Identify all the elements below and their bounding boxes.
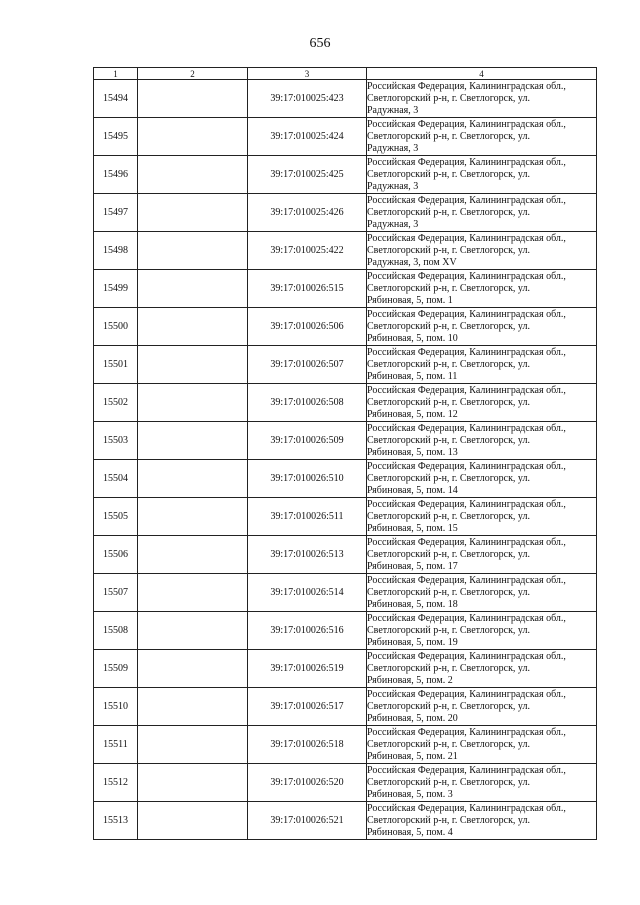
address-cell: Российская Федерация, Калининградская обл., Светлогорский р-н, г. Светлогорск, ул. Радужная, 3: [367, 118, 597, 156]
table-row: [94, 764, 597, 802]
address-cell: Российская Федерация, Калининградская обл., Светлогорский р-н, г. Светлогорск, ул. Рябиновая, 5, пом. 21: [367, 726, 597, 764]
table-row: [94, 574, 597, 612]
row-number-cell: 15500: [94, 308, 138, 346]
registry-table: [93, 67, 597, 840]
cadastral-number-cell: 39:17:010026:516: [248, 612, 367, 650]
cadastral-number-cell: 39:17:010026:517: [248, 688, 367, 726]
row-number-cell: 15499: [94, 270, 138, 308]
cadastral-number-cell: 39:17:010026:513: [248, 536, 367, 574]
row-number-cell: 15502: [94, 384, 138, 422]
row-number-cell: 15496: [94, 156, 138, 194]
row-number-cell: 15506: [94, 536, 138, 574]
address-cell: Российская Федерация, Калининградская обл., Светлогорский р-н, г. Светлогорск, ул. Рябиновая, 5, пом. 18: [367, 574, 597, 612]
row-number-cell: 15505: [94, 498, 138, 536]
empty-cell: [138, 118, 248, 156]
empty-cell: [138, 232, 248, 270]
row-number-cell: 15494: [94, 80, 138, 118]
table-row: [94, 422, 597, 460]
table-row: [94, 156, 597, 194]
empty-cell: [138, 346, 248, 384]
cadastral-number-cell: 39:17:010026:507: [248, 346, 367, 384]
address-cell: Российская Федерация, Калининградская обл., Светлогорский р-н, г. Светлогорск, ул. Радужная, 3: [367, 80, 597, 118]
address-cell: Российская Федерация, Калининградская обл., Светлогорский р-н, г. Светлогорск, ул. Рябиновая, 5, пом. 12: [367, 384, 597, 422]
row-number-cell: 15511: [94, 726, 138, 764]
table-row: [94, 232, 597, 270]
empty-cell: [138, 612, 248, 650]
cadastral-number-cell: 39:17:010026:510: [248, 460, 367, 498]
header-col-4: 4: [367, 68, 597, 80]
cadastral-number-cell: 39:17:010025:426: [248, 194, 367, 232]
address-cell: Российская Федерация, Калининградская обл., Светлогорский р-н, г. Светлогорск, ул. Рябиновая, 5, пом. 14: [367, 460, 597, 498]
empty-cell: [138, 802, 248, 840]
address-cell: Российская Федерация, Калининградская обл., Светлогорский р-н, г. Светлогорск, ул. Радужная, 3: [367, 156, 597, 194]
header-col-1: 1: [94, 68, 138, 80]
empty-cell: [138, 422, 248, 460]
table-header-row: [94, 68, 597, 80]
cadastral-number-cell: 39:17:010026:515: [248, 270, 367, 308]
empty-cell: [138, 194, 248, 232]
table-row: [94, 612, 597, 650]
row-number-cell: 15504: [94, 460, 138, 498]
row-number-cell: 15495: [94, 118, 138, 156]
table-row: [94, 308, 597, 346]
cadastral-number-cell: 39:17:010026:506: [248, 308, 367, 346]
row-number-cell: 15507: [94, 574, 138, 612]
empty-cell: [138, 688, 248, 726]
address-cell: Российская Федерация, Калининградская обл., Светлогорский р-н, г. Светлогорск, ул. Рябиновая, 5, пом. 2: [367, 650, 597, 688]
address-cell: Российская Федерация, Калининградская обл., Светлогорский р-н, г. Светлогорск, ул. Рябиновая, 5, пом. 10: [367, 308, 597, 346]
empty-cell: [138, 308, 248, 346]
address-cell: Российская Федерация, Калининградская обл., Светлогорский р-н, г. Светлогорск, ул. Рябиновая, 5, пом. 3: [367, 764, 597, 802]
empty-cell: [138, 650, 248, 688]
address-cell: Российская Федерация, Калининградская обл., Светлогорский р-н, г. Светлогорск, ул. Рябиновая, 5, пом. 11: [367, 346, 597, 384]
table-row: [94, 688, 597, 726]
empty-cell: [138, 80, 248, 118]
table-row: [94, 802, 597, 840]
cadastral-number-cell: 39:17:010026:508: [248, 384, 367, 422]
table-row: [94, 460, 597, 498]
empty-cell: [138, 726, 248, 764]
address-cell: Российская Федерация, Калининградская обл., Светлогорский р-н, г. Светлогорск, ул. Рябиновая, 5, пом. 1: [367, 270, 597, 308]
empty-cell: [138, 574, 248, 612]
table-row: [94, 384, 597, 422]
row-number-cell: 15510: [94, 688, 138, 726]
empty-cell: [138, 498, 248, 536]
cadastral-number-cell: 39:17:010026:514: [248, 574, 367, 612]
empty-cell: [138, 536, 248, 574]
row-number-cell: 15509: [94, 650, 138, 688]
cadastral-number-cell: 39:17:010025:425: [248, 156, 367, 194]
empty-cell: [138, 384, 248, 422]
row-number-cell: 15512: [94, 764, 138, 802]
cadastral-number-cell: 39:17:010026:511: [248, 498, 367, 536]
cadastral-number-cell: 39:17:010026:519: [248, 650, 367, 688]
header-col-2: 2: [138, 68, 248, 80]
row-number-cell: 15501: [94, 346, 138, 384]
address-cell: Российская Федерация, Калининградская обл., Светлогорский р-н, г. Светлогорск, ул. Рябиновая, 5, пом. 19: [367, 612, 597, 650]
cadastral-number-cell: 39:17:010026:520: [248, 764, 367, 802]
address-cell: Российская Федерация, Калининградская обл., Светлогорский р-н, г. Светлогорск, ул. Радужная, 3: [367, 194, 597, 232]
row-number-cell: 15508: [94, 612, 138, 650]
empty-cell: [138, 156, 248, 194]
cadastral-number-cell: 39:17:010025:423: [248, 80, 367, 118]
row-number-cell: 15513: [94, 802, 138, 840]
table-body: [94, 80, 597, 840]
table-row: [94, 498, 597, 536]
empty-cell: [138, 764, 248, 802]
table-row: [94, 118, 597, 156]
address-cell: Российская Федерация, Калининградская обл., Светлогорский р-н, г. Светлогорск, ул. Рябиновая, 5, пом. 15: [367, 498, 597, 536]
row-number-cell: 15498: [94, 232, 138, 270]
address-cell: Российская Федерация, Калининградская обл., Светлогорский р-н, г. Светлогорск, ул. Рябиновая, 5, пом. 20: [367, 688, 597, 726]
empty-cell: [138, 270, 248, 308]
address-cell: Российская Федерация, Калининградская обл., Светлогорский р-н, г. Светлогорск, ул. Рябиновая, 5, пом. 4: [367, 802, 597, 840]
table-row: [94, 346, 597, 384]
cadastral-number-cell: 39:17:010025:422: [248, 232, 367, 270]
header-col-3: 3: [248, 68, 367, 80]
page-number: 656: [309, 36, 331, 51]
address-cell: Российская Федерация, Калининградская обл., Светлогорский р-н, г. Светлогорск, ул. Рябиновая, 5, пом. 13: [367, 422, 597, 460]
address-cell: Российская Федерация, Калининградская обл., Светлогорский р-н, г. Светлогорск, ул. Рябиновая, 5, пом. 17: [367, 536, 597, 574]
table-row: [94, 726, 597, 764]
table-row: [94, 80, 597, 118]
cadastral-number-cell: 39:17:010026:518: [248, 726, 367, 764]
row-number-cell: 15503: [94, 422, 138, 460]
cadastral-number-cell: 39:17:010026:509: [248, 422, 367, 460]
row-number-cell: 15497: [94, 194, 138, 232]
cadastral-number-cell: 39:17:010025:424: [248, 118, 367, 156]
cadastral-number-cell: 39:17:010026:521: [248, 802, 367, 840]
empty-cell: [138, 460, 248, 498]
table-row: [94, 650, 597, 688]
table-row: [94, 536, 597, 574]
table-row: [94, 194, 597, 232]
address-cell: Российская Федерация, Калининградская обл., Светлогорский р-н, г. Светлогорск, ул. Радужная, 3, пом XV: [367, 232, 597, 270]
table-row: [94, 270, 597, 308]
